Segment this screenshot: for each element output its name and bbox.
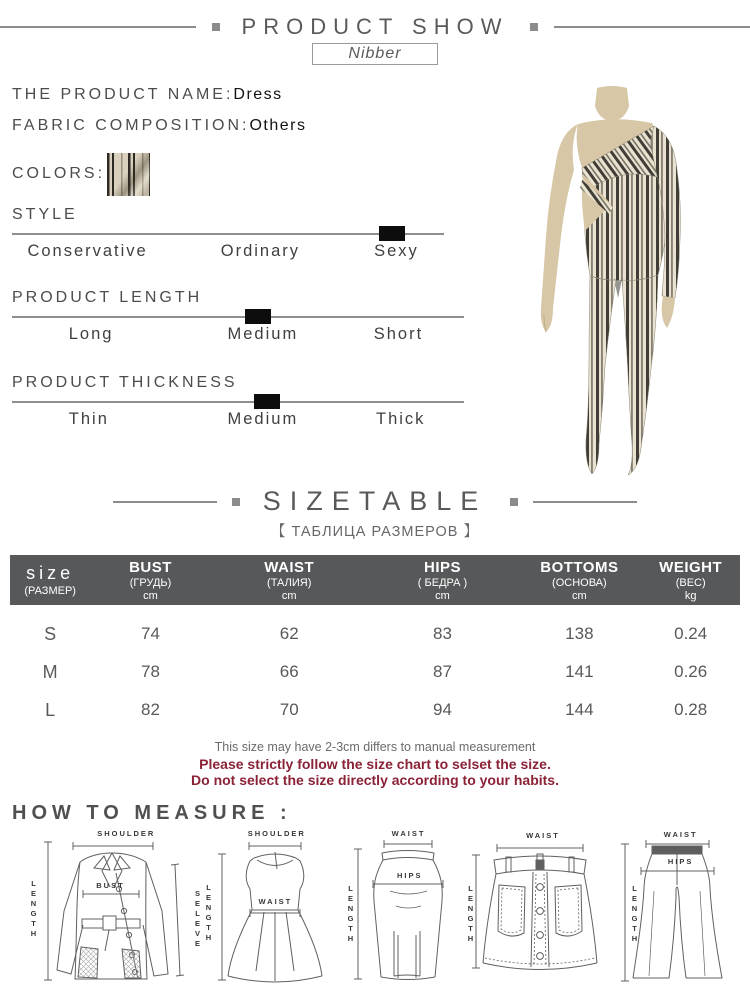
thickness-scale-marker [254, 394, 280, 409]
cell-s-bust: 74 [141, 624, 160, 643]
size-table [10, 555, 740, 729]
product-photo [486, 84, 742, 480]
col-bottoms-ru: (ОСНОВА) [552, 576, 607, 589]
length-heading: PRODUCT LENGTH [12, 289, 203, 306]
sizetable-left-square [232, 498, 240, 506]
dress-waist-label: WAIST [258, 897, 293, 907]
jacket-shoulder-label: SHOULDER [97, 829, 156, 839]
col-bust-ru: (ГРУДЬ) [129, 576, 172, 589]
measure-diagrams [0, 825, 750, 989]
thickness-option-medium: Medium [227, 410, 299, 428]
product-name-label: THE PRODUCT NAME: [12, 86, 234, 103]
style-scale-labels [12, 242, 444, 266]
pencil-skirt-waist-label: WAIST [391, 829, 426, 839]
col-weight-ru: (ВЕС) [675, 576, 706, 589]
size-note-red-line1: Please strictly follow the size chart to selset the size. [199, 756, 551, 772]
cell-l-bottoms: 144 [565, 700, 594, 719]
dress-line-art [204, 829, 344, 989]
thickness-scale [12, 374, 480, 434]
length-option-long: Long [68, 325, 114, 343]
style-scale [12, 206, 480, 266]
pencil-skirt-length-label: LENGTH [346, 884, 355, 945]
thickness-option-thin: Thin [68, 410, 109, 428]
cell-l-bust: 82 [141, 700, 160, 719]
thickness-scale-line [12, 401, 464, 403]
jacket-sleeve-label: SELEVE [193, 888, 202, 949]
brand-box [312, 43, 438, 65]
sizetable-subtitle: 【 ТАБЛИЦА РАЗМЕРОВ 】 [270, 524, 479, 540]
pants-waist-label: WAIST [663, 830, 698, 840]
header-left-line [0, 26, 196, 28]
style-option-conservative: Conservative [27, 242, 148, 260]
col-header-bust [90, 559, 210, 602]
length-scale [12, 289, 480, 349]
cell-s-hips: 83 [433, 624, 452, 643]
col-hips-en: HIPS [423, 558, 461, 576]
pants-length-label: LENGTH [630, 884, 639, 945]
col-hips-ru: ( БЕДРА ) [417, 576, 468, 589]
header-right-square [530, 23, 537, 31]
table-row-s [10, 615, 740, 653]
col-bust-en: BUST [129, 558, 172, 576]
header-left-square [212, 23, 219, 31]
length-scale-labels [12, 325, 464, 349]
jumpsuit-mannequin-image [486, 84, 742, 480]
diagram-dress [204, 829, 344, 989]
fabric-value: Others [249, 117, 307, 134]
sizetable-left-line [113, 501, 217, 503]
cell-l-waist: 70 [279, 700, 299, 719]
col-bust-unit: cm [143, 589, 158, 602]
diagram-jacket [26, 829, 202, 989]
fabric-label: FABRIC COMPOSITION: [12, 117, 250, 134]
diagram-pencil-skirt [346, 829, 464, 989]
size-table-header-row [10, 555, 740, 605]
diagram-mini-skirt [466, 829, 614, 989]
cell-l-size: L [45, 699, 56, 720]
col-bottoms-unit: cm [572, 589, 587, 602]
length-option-medium: Medium [227, 325, 299, 343]
jacket-line-art [26, 829, 202, 989]
page-header [0, 14, 750, 40]
product-name-value: Dress [233, 86, 283, 103]
length-option-short: Short [373, 325, 424, 343]
fabric-row [12, 117, 480, 135]
cell-s-weight: 0.24 [674, 624, 708, 643]
product-info [12, 86, 480, 434]
header-right-line [554, 26, 750, 28]
style-scale-marker [379, 226, 405, 241]
cell-m-weight: 0.26 [674, 662, 708, 681]
color-swatch [107, 153, 150, 196]
jacket-bust-label: BUST [96, 881, 125, 891]
mini-skirt-line-art [466, 829, 614, 989]
cell-m-hips: 87 [433, 662, 452, 681]
cell-l-hips: 94 [433, 700, 452, 719]
cell-m-bottoms: 141 [565, 662, 594, 681]
jacket-length-label: LENGTH [29, 879, 38, 940]
page-title: PRODUCT SHOW [241, 14, 509, 39]
size-table-body [10, 605, 740, 729]
length-scale-marker [245, 309, 271, 324]
how-to-measure-title: HOW TO MEASURE : [12, 802, 292, 825]
col-weight-unit: kg [684, 589, 697, 602]
product-name-row [12, 86, 480, 104]
cell-m-waist: 66 [279, 662, 299, 681]
col-waist-unit: cm [281, 589, 297, 602]
diagram-pants [616, 829, 738, 989]
mini-skirt-waist-label: WAIST [526, 831, 560, 841]
sizetable-right-square [510, 498, 518, 506]
cell-s-bottoms: 138 [565, 624, 594, 643]
col-size-en: size [26, 563, 75, 583]
sizetable-section [0, 486, 750, 989]
style-scale-line [12, 233, 444, 235]
pencil-skirt-line-art [346, 829, 464, 989]
col-bottoms-en: BOTTOMS [540, 558, 619, 576]
cell-l-weight: 0.28 [674, 700, 708, 719]
size-note-gray: This size may have 2-3cm differs to manual measurement [214, 740, 536, 754]
col-header-size [10, 563, 90, 597]
colors-row [12, 152, 480, 196]
style-option-sexy: Sexy [374, 242, 419, 260]
style-option-ordinary: Ordinary [220, 242, 301, 260]
thickness-option-thick: Thick [376, 410, 426, 428]
col-header-bottoms [517, 559, 641, 602]
colors-label: COLORS: [12, 165, 106, 182]
style-heading: STYLE [12, 206, 78, 223]
brand-name: Nibber [348, 45, 402, 62]
cell-s-size: S [44, 623, 57, 644]
thickness-scale-labels [12, 410, 464, 434]
sizetable-title: SIZETABLE [262, 486, 488, 516]
col-waist-en: WAIST [264, 558, 315, 576]
col-weight-en: WEIGHT [659, 558, 723, 576]
dress-shoulder-label: SHOULDER [247, 829, 306, 839]
pencil-skirt-hips-label: HIPS [396, 871, 423, 881]
col-hips-unit: cm [435, 589, 450, 602]
cell-m-bust: 78 [141, 662, 160, 681]
col-size-ru: (РАЗМЕР) [24, 585, 76, 597]
table-row-m [10, 653, 740, 691]
col-header-hips [368, 559, 518, 602]
pants-hips-label: HIPS [667, 857, 694, 867]
mini-skirt-length-label: LENGTH [466, 884, 475, 945]
size-note-red [0, 757, 750, 788]
dress-length-label: LENGTH [204, 882, 213, 943]
table-row-l [10, 691, 740, 729]
sizetable-header [0, 486, 750, 517]
col-header-waist [211, 559, 368, 602]
sizetable-right-line [533, 501, 637, 503]
length-scale-line [12, 316, 464, 318]
size-note-red-line2: Do not select the size directly according to your habits. [191, 771, 559, 788]
thickness-heading: PRODUCT THICKNESS [12, 374, 238, 391]
cell-m-size: M [42, 661, 58, 682]
cell-s-waist: 62 [279, 624, 299, 643]
col-header-weight [641, 559, 740, 602]
col-waist-ru: (ТАЛИЯ) [267, 576, 312, 589]
